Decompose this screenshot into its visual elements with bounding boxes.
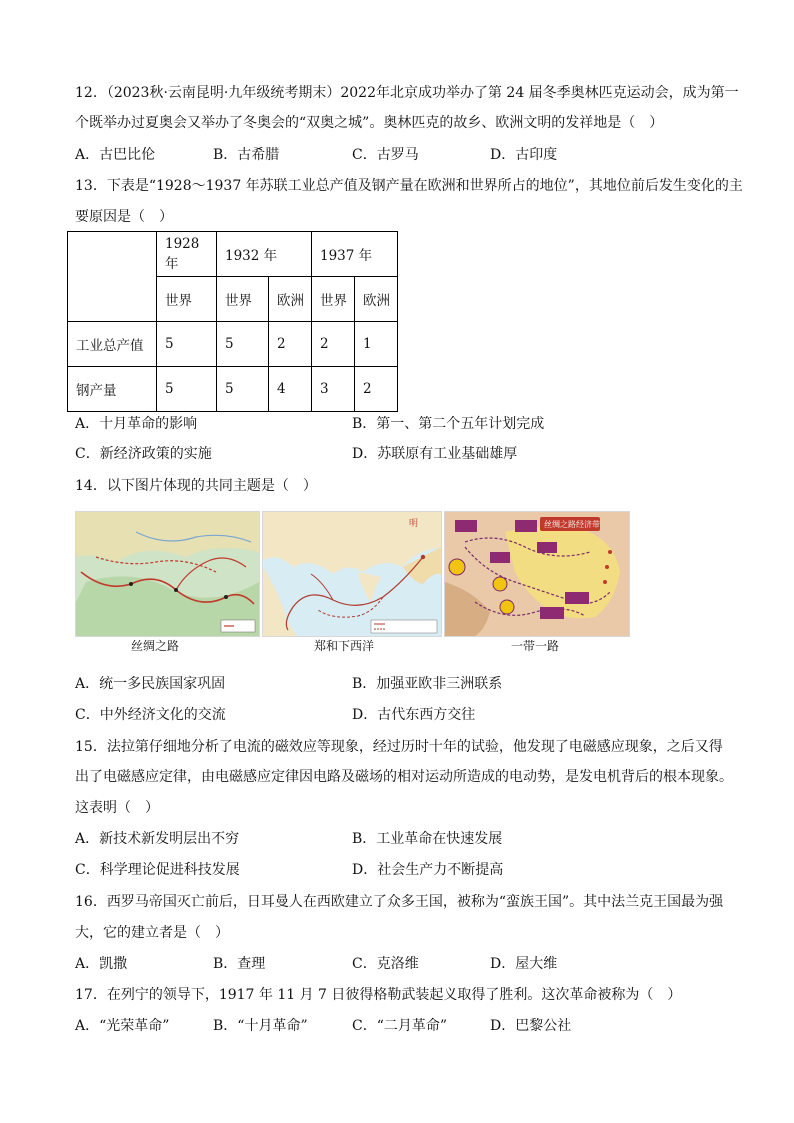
q17-option-c[interactable]: C．“二月革命” xyxy=(352,1018,448,1034)
q16-stem-line2: 大，它的建立者是（ ） xyxy=(75,925,229,941)
table-cell: 2 xyxy=(269,322,312,367)
q14-option-b[interactable]: B．加强亚欧非三洲联系 xyxy=(352,676,503,692)
q14-option-d[interactable]: D．古代东西方交往 xyxy=(352,707,476,723)
table-year-1937: 1937 年 xyxy=(312,232,398,277)
q13-stem-line1: 13．下表是“1928～1937 年苏联工业总产值及钢产量在欧洲和世界所占的地位”，其地位前后发生变化的主 xyxy=(75,178,743,194)
table-row xyxy=(68,367,398,412)
q13-option-d[interactable]: D．苏联原有工业基础雄厚 xyxy=(352,446,518,462)
q17-option-d[interactable]: D．巴黎公社 xyxy=(490,1018,572,1034)
silk-road-caption: 丝绸之路 xyxy=(131,639,180,653)
belt-road-map-title: 丝绸之路经济带 xyxy=(544,520,600,529)
belt-and-road-caption: 一带一路 xyxy=(511,639,560,653)
q15-option-c[interactable]: C．科学理论促进科技发展 xyxy=(75,862,240,878)
q15-option-a[interactable]: A．新技术新发明层出不穷 xyxy=(75,831,240,847)
table-sub-header: 欧洲 xyxy=(355,277,398,322)
q12-stem-line2: 个既举办过夏奥会又举办了冬奥会的“双奥之城”。奥林匹克的故乡、欧洲文明的发祥地是（ ） xyxy=(75,115,664,131)
q13-option-c[interactable]: C．新经济政策的实施 xyxy=(75,446,212,462)
table-cell: 5 xyxy=(217,367,269,412)
table-cell: 5 xyxy=(157,367,217,412)
q16-option-c[interactable]: C．克洛维 xyxy=(352,956,419,972)
soviet-industry-table xyxy=(67,231,398,412)
silk-road-map xyxy=(75,511,260,637)
table-corner-cell xyxy=(68,232,157,322)
q14-option-c[interactable]: C．中外经济文化的交流 xyxy=(75,707,226,723)
q12-option-c[interactable]: C．古罗马 xyxy=(352,147,419,163)
q15-stem-line2: 出了电磁感应定律，由电磁感应定律因电路及磁场的相对运动所造成的电动势，是发电机背后的根本现象。 xyxy=(75,769,733,785)
q12-option-a[interactable]: A．古巴比伦 xyxy=(75,147,156,163)
table-cell: 4 xyxy=(269,367,312,412)
table-cell: 5 xyxy=(157,322,217,367)
table-cell: 2 xyxy=(312,322,355,367)
q13-option-b[interactable]: B．第一、第二个五年计划完成 xyxy=(352,416,545,432)
table-sub-header: 欧洲 xyxy=(269,277,312,322)
q15-option-b[interactable]: B．工业革命在快速发展 xyxy=(352,831,503,847)
table-row xyxy=(68,322,398,367)
zheng-he-map xyxy=(262,511,442,637)
zheng-he-ming-label: 明 xyxy=(409,519,419,529)
silk-road-map-image xyxy=(76,512,259,636)
q14-option-a[interactable]: A．统一多民族国家巩固 xyxy=(75,676,226,692)
table-cell: 5 xyxy=(217,322,269,367)
table-row-label: 钢产量 xyxy=(68,367,157,412)
table-sub-header: 世界 xyxy=(217,277,269,322)
q13-stem-line2: 要原因是（ ） xyxy=(75,209,173,225)
table-sub-header: 世界 xyxy=(312,277,355,322)
zheng-he-caption: 郑和下西洋 xyxy=(314,639,375,653)
q15-stem-line1: 15．法拉第仔细地分析了电流的磁效应等现象，经过历时十年的试验，他发现了电磁感应现象，之后又得 xyxy=(75,739,723,755)
table-year-1928: 1928 年 xyxy=(157,232,217,277)
q16-option-d[interactable]: D．屋大维 xyxy=(490,956,558,972)
q13-option-a[interactable]: A．十月革命的影响 xyxy=(75,416,198,432)
table-sub-header: 世界 xyxy=(157,277,217,322)
q12-option-d[interactable]: D．古印度 xyxy=(490,147,558,163)
table-cell: 1 xyxy=(355,322,398,367)
q14-map-figures xyxy=(75,511,630,651)
table-row-label: 工业总产值 xyxy=(68,322,157,367)
q12-option-b[interactable]: B．古希腊 xyxy=(213,147,280,163)
q15-stem-line3: 这表明（ ） xyxy=(75,800,159,816)
table-cell: 3 xyxy=(312,367,355,412)
q12-stem-line1: 12．（2023秋·云南昆明·九年级统考期末）2022年北京成功举办了第 24 届冬季奥林匹克运动会，成为第一 xyxy=(75,85,739,101)
q16-stem-line1: 16．西罗马帝国灭亡前后，日耳曼人在西欧建立了众多王国，被称为“蛮族王国”。其中法兰克王国最为强 xyxy=(75,894,724,910)
q16-option-b[interactable]: B．查理 xyxy=(213,956,266,972)
table-year-1932: 1932 年 xyxy=(217,232,312,277)
q14-stem: 14．以下图片体现的共同主题是（ ） xyxy=(75,478,317,494)
q17-option-a[interactable]: A．“光荣革命” xyxy=(75,1018,170,1034)
belt-and-road-map xyxy=(444,511,630,637)
q17-option-b[interactable]: B．“十月革命” xyxy=(213,1018,308,1034)
q16-option-a[interactable]: A．凯撒 xyxy=(75,956,128,972)
belt-and-road-map-image xyxy=(445,512,629,636)
table-cell: 2 xyxy=(355,367,398,412)
zheng-he-map-image xyxy=(263,512,441,636)
q17-stem: 17．在列宁的领导下，1917 年 11 月 7 日彼得格勒武装起义取得了胜利。这次革命被称为（ ） xyxy=(75,987,682,1003)
q15-option-d[interactable]: D．社会生产力不断提高 xyxy=(352,862,504,878)
